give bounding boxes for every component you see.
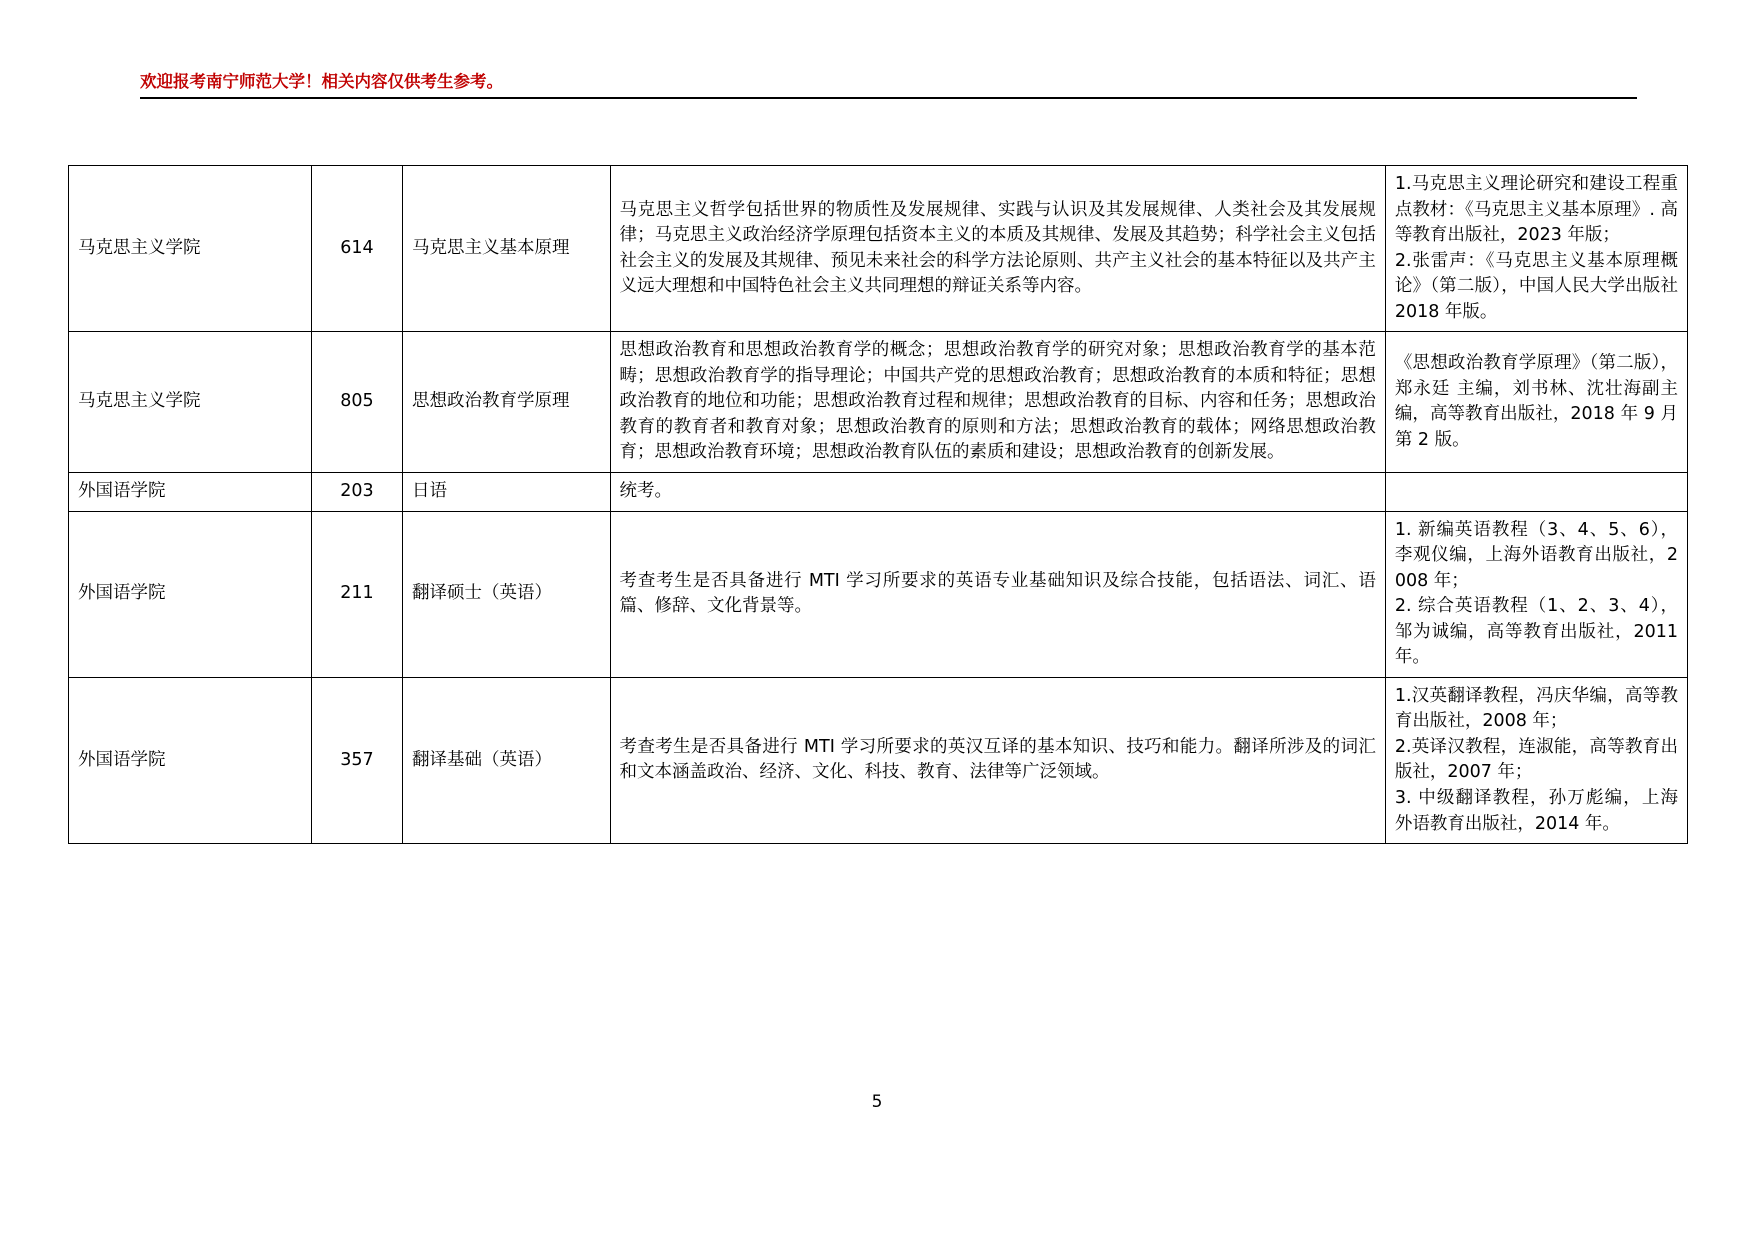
cell-subject: 马克思主义基本原理 [403, 166, 611, 332]
header-notice: 欢迎报考南宁师范大学！相关内容仅供考生参考。 [140, 72, 503, 91]
table-row [69, 332, 1688, 473]
cell-content: 思想政治教育和思想政治教育学的概念；思想政治教育学的研究对象；思想政治教育学的基本范畴；思想政治教育学的指导理论；中国共产党的思想政治教育；思想政治教育的本质和特征；思想政治教育的地位和功能；思想政治教育过程和规律；思想政治教育的目标、内容和任务；思想政治教育的教育者和教育对象；思想政治教育的原则和方法；思想政治教育的载体；网络思想政治教育；思想政治教育环境；思想政治教育队伍的素质和建设；思想政治教育的创新发展。 [610, 332, 1385, 473]
table-row [69, 166, 1688, 332]
cell-college: 马克思主义学院 [69, 166, 312, 332]
exam-subject-table [68, 165, 1688, 844]
cell-content: 马克思主义哲学包括世界的物质性及发展规律、实践与认识及其发展规律、人类社会及其发展规律；马克思主义政治经济学原理包括资本主义的本质及其规律、发展及其趋势；科学社会主义包括社会主义的发展及其规律、预见未来社会的科学方法论原则、共产主义社会的基本特征以及共产主义远大理想和中国特色社会主义共同理想的辩证关系等内容。 [610, 166, 1385, 332]
cell-books: 1.马克思主义理论研究和建设工程重点教材：《马克思主义基本原理》. 高等教育出版社，2023 年版； 2.张雷声：《马克思主义基本原理概论》（第二版），中国人民大学出版社 2018 年版。 [1385, 166, 1687, 332]
exam-subject-table-wrapper [68, 165, 1688, 844]
cell-books: 1.汉英翻译教程，冯庆华编，高等教育出版社，2008 年； 2.英译汉教程，连淑能，高等教育出版社，2007 年； 3. 中级翻译教程，孙万彪编，上海外语教育出版社，2014 年。 [1385, 677, 1687, 843]
cell-code: 805 [311, 332, 402, 473]
table-row [69, 473, 1688, 512]
cell-subject: 翻译硕士（英语） [403, 511, 611, 677]
cell-books: 《思想政治教育学原理》（第二版），郑永廷 主编，刘书林、沈壮海副主编，高等教育出版社，2018 年 9 月第 2 版。 [1385, 332, 1687, 473]
cell-college: 外国语学院 [69, 511, 312, 677]
cell-subject: 翻译基础（英语） [403, 677, 611, 843]
cell-content: 考查考生是否具备进行 MTI 学习所要求的英汉互译的基本知识、技巧和能力。翻译所涉及的词汇和文本涵盖政治、经济、文化、科技、教育、法律等广泛领域。 [610, 677, 1385, 843]
header-divider [140, 97, 1637, 99]
table-row [69, 677, 1688, 843]
cell-books: 1. 新编英语教程（3、4、5、6），李观仪编，上海外语教育出版社，2008 年； 2. 综合英语教程（1、2、3、4），邹为诚编，高等教育出版社，2011 年。 [1385, 511, 1687, 677]
cell-code: 203 [311, 473, 402, 512]
cell-subject: 思想政治教育学原理 [403, 332, 611, 473]
cell-content: 统考。 [610, 473, 1385, 512]
cell-books [1385, 473, 1687, 512]
cell-college: 马克思主义学院 [69, 332, 312, 473]
cell-subject: 日语 [403, 473, 611, 512]
page-header [140, 72, 1640, 99]
cell-content: 考查考生是否具备进行 MTI 学习所要求的英语专业基础知识及综合技能，包括语法、词汇、语篇、修辞、文化背景等。 [610, 511, 1385, 677]
cell-college: 外国语学院 [69, 473, 312, 512]
table-row [69, 511, 1688, 677]
page-number: 5 [871, 1092, 883, 1112]
cell-code: 357 [311, 677, 402, 843]
cell-code: 211 [311, 511, 402, 677]
cell-code: 614 [311, 166, 402, 332]
table-body [69, 166, 1688, 844]
cell-college: 外国语学院 [69, 677, 312, 843]
